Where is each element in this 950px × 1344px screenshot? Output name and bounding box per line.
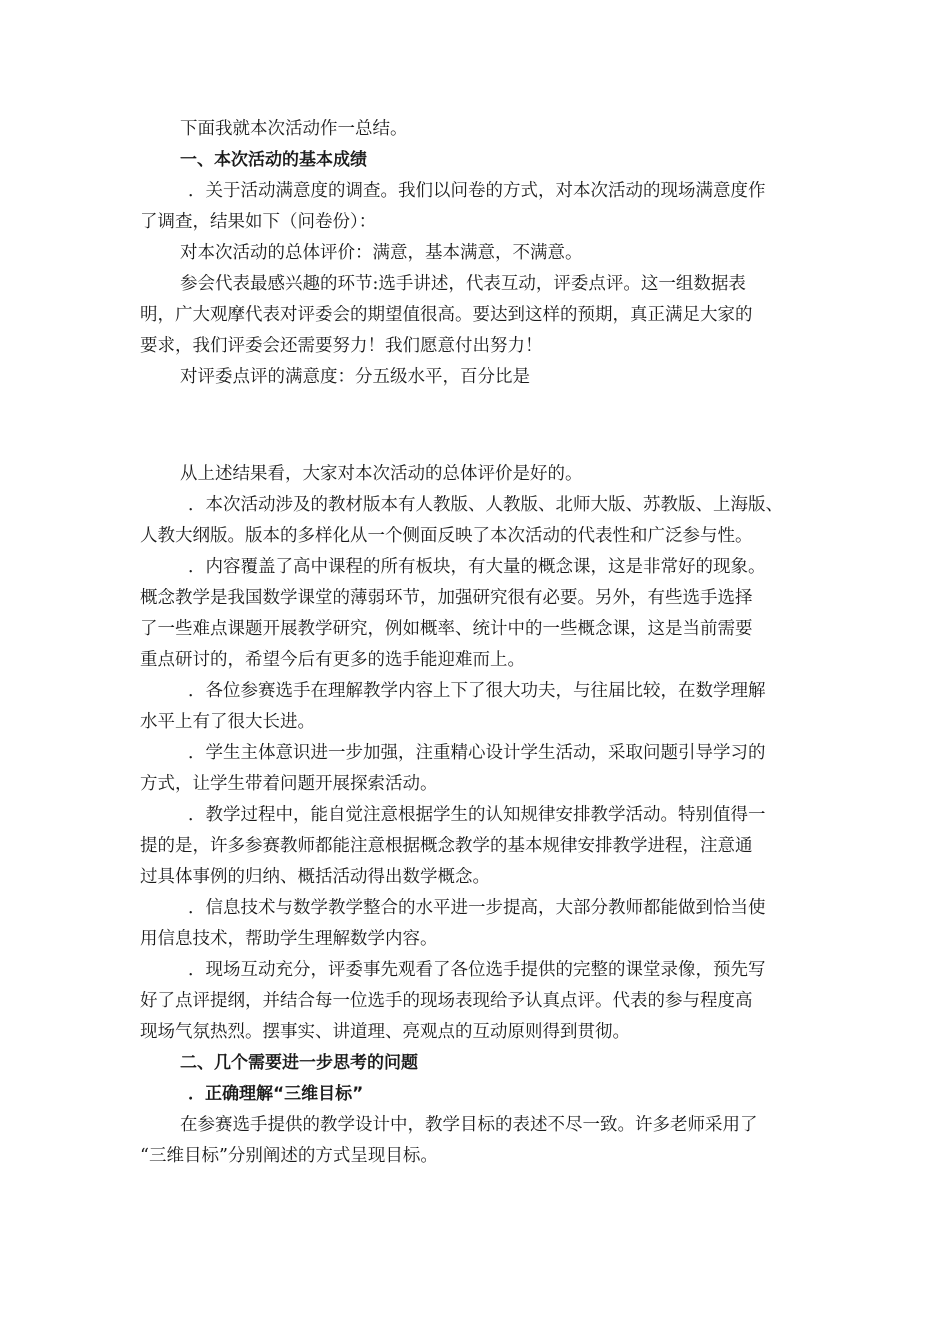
text-line: 重点研讨的，希望今后有更多的选手能迎难而上。 [140,650,525,670]
text-line: 了调查，结果如下（问卷份）： [140,212,377,232]
paragraph-review-satisfaction [140,362,820,393]
text-line: ．各位参赛选手在理解教学内容上下了很大功夫，与往届比较，在数学理解 [188,681,766,701]
text-line: ．现场互动充分，评委事先观看了各位选手提供的完整的课堂录像，预先写 [188,960,766,980]
text-line: 现场气氛热烈。摆事实、讲道理、亮观点的互动原则得到贯彻。 [140,1022,630,1042]
paragraph-overall-rating [140,238,820,269]
text-line: “三维目标”分别阐述的方式呈现目标。 [140,1146,438,1166]
text-line: ．内容覆盖了高中课程的所有板块，有大量的概念课，这是非常好的现象。 [188,557,766,577]
paragraph-teaching-process [140,800,820,893]
text-line: 参会代表最感兴趣的环节:选手讲述，代表互动，评委点评。这一组数据表 [180,274,746,294]
paragraph-survey [140,176,820,238]
text-line: 用信息技术，帮助学生理解数学内容。 [140,929,438,949]
text-line: 人教大纲版。版本的多样化从一个侧面反映了本次活动的代表性和广泛参与性。 [140,526,753,546]
text-line: 水平上有了很大长进。 [140,712,315,732]
text-line: 过具体事例的归纳、概括活动得出数学概念。 [140,867,490,887]
text-line: 在参赛选手提供的教学设计中，教学目标的表述不尽一致。许多老师采用了 [180,1115,758,1135]
text-line: 提的是，许多参赛教师都能注意根据概念教学的基本规律安排教学进程，注意通 [140,836,753,856]
paragraph-interaction [140,955,820,1048]
paragraph-content-coverage [140,552,820,676]
text-line: ．信息技术与数学教学整合的水平进一步提高，大部分教师都能做到恰当使 [188,898,766,918]
text-line: 二、几个需要进一步思考的问题 [180,1053,418,1073]
text-line: 对本次活动的总体评价：满意，基本满意，不满意。 [180,243,583,263]
text-line: ．本次活动涉及的教材版本有人教版、人教版、北师大版、苏教版、上海版、 [188,495,783,515]
text-line: 方式，让学生带着问题开展探索活动。 [140,774,438,794]
text-line: 下面我就本次活动作一总结。 [180,119,408,139]
text-line: 对评委点评的满意度：分五级水平，百分比是 [180,367,530,387]
text-line: 一、本次活动的基本成绩 [180,150,367,170]
text-line: ．教学过程中，能自觉注意根据学生的认知规律安排教学活动。特别值得一 [188,805,766,825]
paragraph-goals [140,1110,820,1172]
paragraph-understanding [140,676,820,738]
text-line: ．关于活动满意度的调查。我们以问卷的方式，对本次活动的现场满意度作 [188,181,766,201]
heading-three-dimensional-goals [140,1079,820,1110]
text-block-upper [140,114,820,393]
paragraph-interest [140,269,820,362]
heading-section-one [140,145,820,176]
text-line: 好了点评提纲，并结合每一位选手的现场表现给予认真点评。代表的参与程度高 [140,991,753,1011]
text-line: 明，广大观摩代表对评委会的期望值很高。要达到这样的预期，真正满足大家的 [140,305,753,325]
text-line: 要求，我们评委会还需要努力！我们愿意付出努力！ [140,336,543,356]
paragraph-intro [140,114,820,145]
text-line: 从上述结果看，大家对本次活动的总体评价是好的。 [180,464,583,484]
text-line: 概念教学是我国数学课堂的薄弱环节，加强研究很有必要。另外，有些选手选择 [140,588,753,608]
text-line: 了一些难点课题开展教学研究，例如概率、统计中的一些概念课，这是当前需要 [140,619,753,639]
paragraph-conclusion [140,459,820,490]
text-line: ．学生主体意识进一步加强，注重精心设计学生活动，采取问题引导学习的 [188,743,766,763]
paragraph-student-agency [140,738,820,800]
paragraph-it-integration [140,893,820,955]
paragraph-textbooks [140,490,820,552]
text-block-lower [140,459,820,1172]
heading-section-two [140,1048,820,1079]
text-line: ．正确理解“三维目标” [188,1084,364,1104]
